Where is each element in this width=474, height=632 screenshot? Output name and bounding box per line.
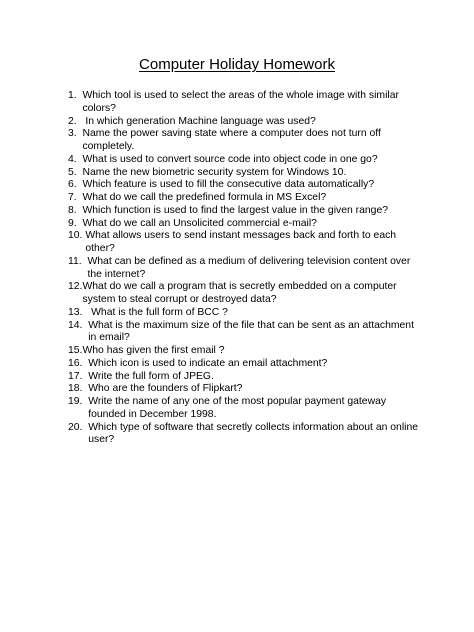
list-item: [68, 396, 418, 422]
question-number: 13.: [68, 306, 92, 318]
list-item: [68, 167, 418, 180]
question-text: What is the full form of BCC ?: [91, 306, 228, 318]
question-number: 20.: [68, 421, 89, 433]
list-item: [68, 116, 418, 129]
list-item: [68, 371, 418, 384]
question-text: Which tool is used to select the areas of the whole image with similar colors?: [82, 90, 402, 114]
list-item: [68, 218, 418, 231]
list-item: [68, 421, 421, 448]
list-item: [68, 128, 418, 154]
question-number: 8.: [68, 204, 83, 216]
list-item: [68, 358, 418, 371]
question-text: Which type of software that secretly collects information about an online user?: [88, 421, 421, 446]
question-text: Which icon is used to indicate an email attachment?: [88, 357, 328, 369]
question-number: 16.: [68, 357, 89, 369]
question-number: 5.: [68, 166, 83, 178]
question-number: 19.: [68, 396, 89, 407]
question-text: What do we call an Unsolicited commercial e-mail?: [82, 217, 317, 229]
page-title: Computer Holiday Homework: [139, 56, 335, 73]
question-number: 9.: [68, 217, 83, 229]
question-text: Name the new biometric security system for Windows 10.: [82, 166, 347, 178]
list-item: [68, 90, 418, 116]
question-number: 3.: [68, 128, 83, 140]
list-item: [68, 256, 418, 282]
question-text: What do we call a program that is secretly embedded on a computer system to steal corrupt or destroyed data?: [82, 281, 400, 305]
question-text: Who has given the first email ?: [82, 345, 225, 356]
question-text: Who are the founders of Flipkart?: [88, 383, 243, 395]
question-text: In which generation Machine language was used?: [82, 115, 316, 127]
list-item: [68, 320, 418, 346]
question-number: 14.: [68, 319, 89, 331]
question-number: 1.: [68, 90, 83, 101]
question-text: What can be defined as a medium of delivering television content over the internet?: [87, 255, 414, 280]
question-text: Write the name of any one of the most popular payment gateway founded in December 1998.: [88, 396, 389, 420]
question-number: 15.: [68, 345, 83, 356]
list-item: [68, 205, 418, 218]
question-text: What is used to convert source code into object code in one go?: [82, 153, 378, 165]
list-item: [68, 307, 418, 320]
question-text: What is the maximum size of the file that can be sent as an attachment in email?: [88, 319, 417, 344]
question-number: 17.: [68, 370, 89, 382]
list-item: [68, 192, 418, 205]
list-item: [68, 179, 418, 192]
question-text: Write the full form of JPEG.: [88, 370, 214, 382]
question-number: 6.: [68, 179, 83, 191]
question-number: 7.: [68, 192, 83, 203]
list-item: [68, 281, 418, 307]
question-number: 12.: [68, 281, 83, 293]
question-text: What allows users to send instant messages back and forth to each other?: [85, 230, 399, 254]
question-number: 11.: [68, 255, 88, 267]
list-item: [68, 230, 418, 256]
list-item: [68, 345, 418, 358]
list-item: [68, 154, 418, 167]
question-text: Which function is used to find the largest value in the given range?: [82, 204, 389, 216]
question-number: 18.: [68, 383, 89, 395]
question-text: What do we call the predefined formula in MS Excel?: [82, 192, 327, 203]
list-item: [68, 383, 418, 396]
question-number: 2.: [68, 115, 83, 127]
question-number: 10.: [68, 230, 86, 242]
question-text: Which feature is used to fill the consecutive data automatically?: [82, 179, 375, 191]
question-list: [68, 90, 421, 447]
question-text: Name the power saving state where a computer does not turn off completely.: [82, 128, 384, 152]
question-number: 4.: [68, 153, 83, 165]
